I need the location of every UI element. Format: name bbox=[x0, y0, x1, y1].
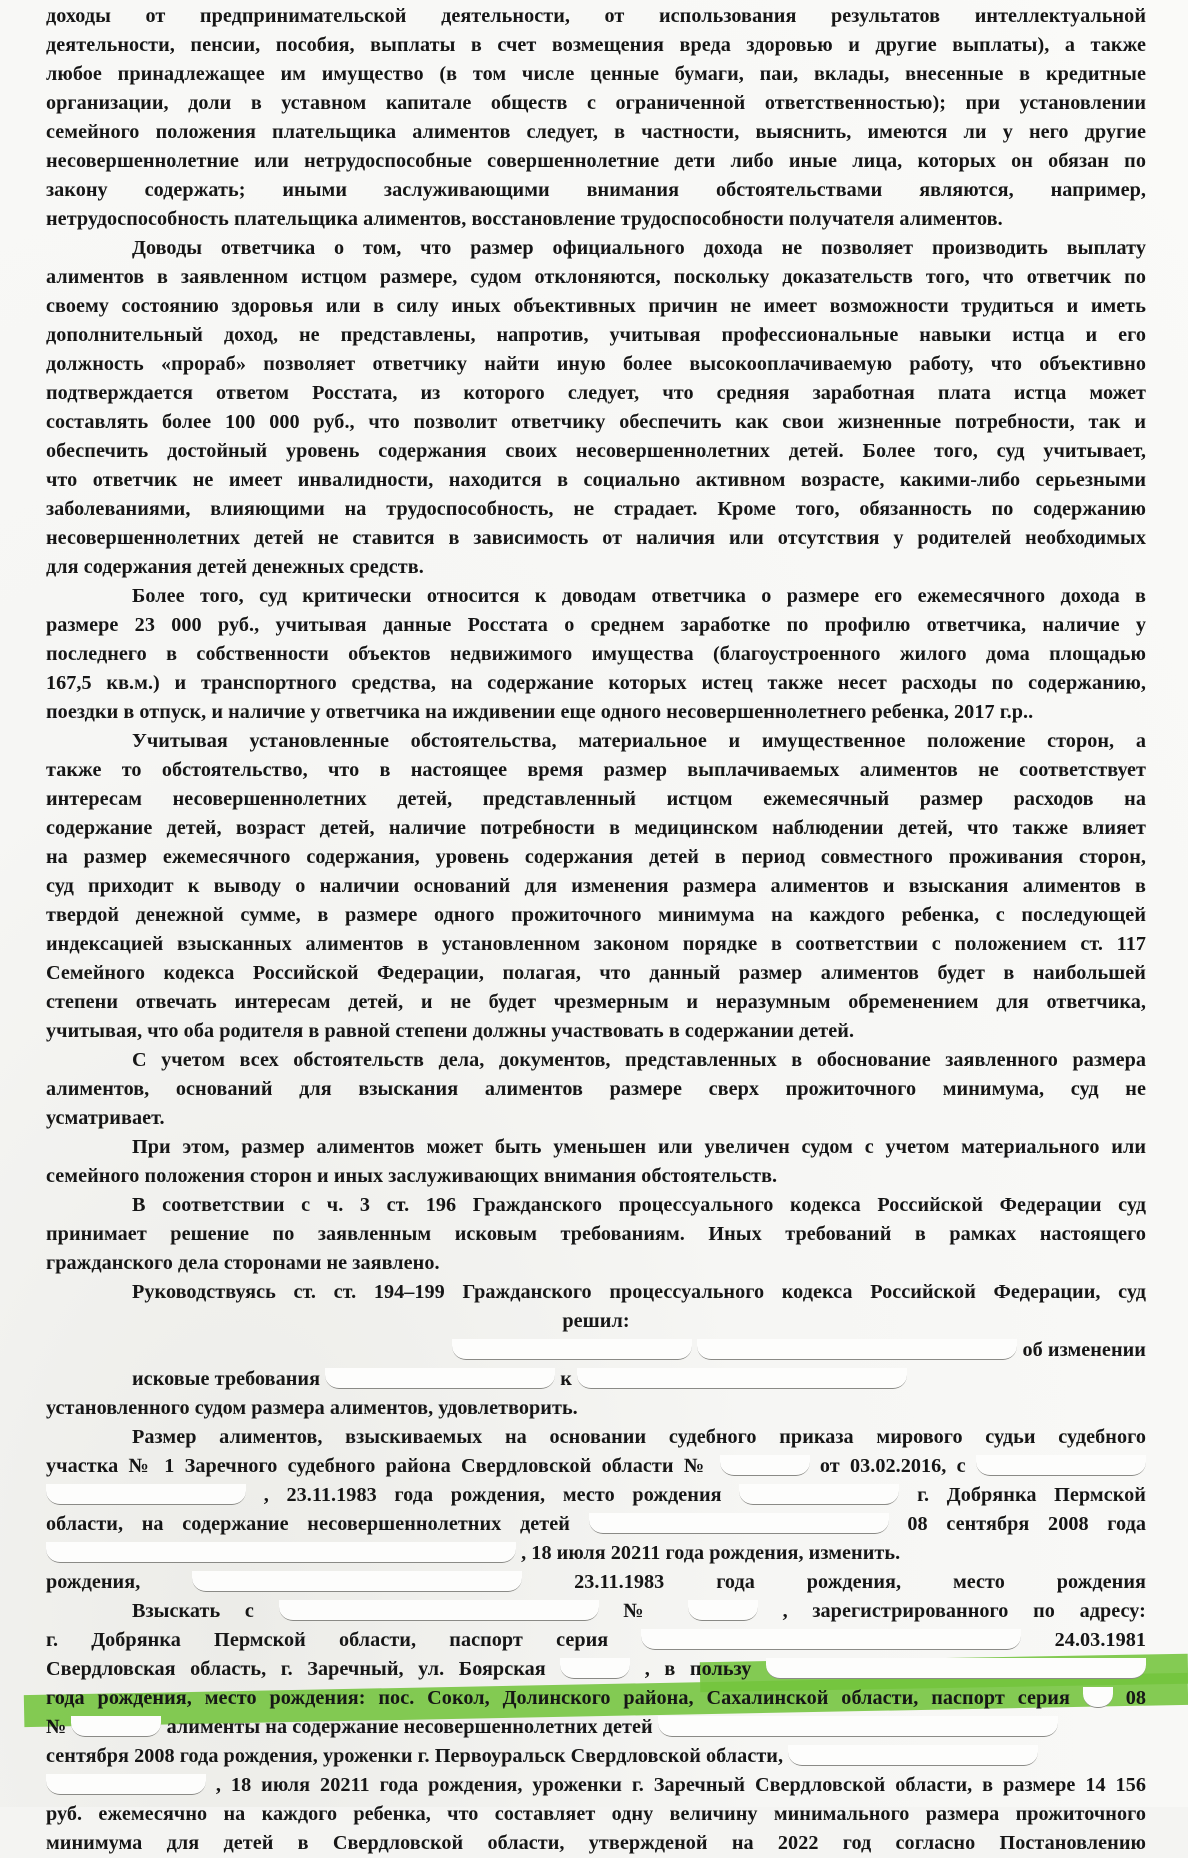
text-line: твердой денежной сумме, в размере одного прожиточного минимума на каждого ребенка, с последующей bbox=[46, 904, 1146, 926]
redaction bbox=[560, 1658, 630, 1679]
decision-text: об изменении bbox=[1022, 1339, 1146, 1361]
text-line: семейного положения сторон и иных заслуживающих внимания обстоятельств. bbox=[46, 1165, 778, 1187]
decision-text: 08 bbox=[1125, 1687, 1146, 1709]
paragraph-start: С учетом всех обстоятельств дела, документов, представленных в обоснование заявленного размера bbox=[132, 1049, 1146, 1071]
decision-line bbox=[46, 1742, 1146, 1771]
decision-text: Свердловская область, г. Заречный, ул. Боярская bbox=[46, 1658, 546, 1680]
decision-text: от 03.02.2016, с bbox=[819, 1455, 966, 1477]
decision-text: г. Добрянка Пермской области, паспорт серия bbox=[46, 1629, 609, 1651]
text-line: учитывая, что оба родителя в равной степени должны участвовать в содержании детей. bbox=[46, 1020, 855, 1042]
text-line: семейного положения плательщика алиментов следует, в частности, выяснить, имеются ли у него другие bbox=[46, 121, 1146, 143]
paragraph-start: Руководствуясь ст. ст. 194–199 Гражданского процессуального кодекса Российской Федерации, суд bbox=[132, 1281, 1146, 1303]
redaction bbox=[279, 1600, 599, 1621]
text-line: своему состоянию здоровья или в силу иных объективных причин не имеет возможности трудиться и иметь bbox=[46, 295, 1146, 317]
paragraph-start: При этом, размер алиментов может быть уменьшен или увеличен судом с учетом материального или bbox=[132, 1136, 1146, 1158]
decision-text: , в пользу bbox=[644, 1658, 752, 1680]
decision-line: Размер алиментов, взыскиваемых на основании судебного приказа мирового судьи судебного bbox=[132, 1426, 1146, 1448]
decision-text: года рождения, место рождения: пос. Сокол, Долинского района, Сахалинской области, паспорт серия bbox=[46, 1687, 1070, 1709]
decision-text: исковые требования bbox=[132, 1368, 321, 1390]
redaction bbox=[577, 1368, 907, 1389]
text-line: 167,5 кв.м.) и транспортного средства, на содержание которых истец также несет расходы по содержанию, bbox=[46, 672, 1146, 694]
text-line: что ответчик не имеет инвалидности, находится в социально активном возрасте, какими-либо серьезными bbox=[46, 469, 1146, 491]
decision-text: сентября 2008 года рождения, уроженки г. Первоуральск Свердловской области, bbox=[46, 1745, 784, 1767]
decision-text: , зарегистрированного по адресу: bbox=[782, 1600, 1146, 1622]
decision-line bbox=[46, 1510, 1146, 1539]
decision-text: к bbox=[560, 1368, 572, 1390]
decision-line bbox=[46, 1597, 1146, 1626]
decision-line: установленного судом размера алиментов, удовлетворить. bbox=[46, 1397, 578, 1419]
redaction bbox=[71, 1716, 161, 1737]
redaction bbox=[976, 1455, 1146, 1476]
redaction bbox=[1083, 1687, 1113, 1708]
decision-line: минимума для детей в Свердловской области, утвержденой на 2022 год согласно Постановлению bbox=[46, 1832, 1146, 1854]
text-line: гражданского дела сторонами не заявлено. bbox=[46, 1252, 440, 1274]
text-line: деятельности, пенсии, пособия, выплаты в счет возмещения вреда здоровью и другие выплаты), а также bbox=[46, 34, 1146, 56]
decision-line bbox=[46, 1655, 1146, 1684]
decision-text: 23.11.1983 года рождения, место рождения bbox=[574, 1571, 1146, 1593]
text-line: составлять более 100 000 руб., что позволит ответчику обеспечить как свои жизненные потребности, так и bbox=[46, 411, 1146, 433]
redaction bbox=[658, 1716, 1058, 1737]
text-line: алиментов, оснований для взыскания алиментов размере сверх прожиточного минимума, суд не bbox=[46, 1078, 1146, 1100]
text-line: размере 23 000 руб., учитывая данные Росстата о среднем заработке по профилю ответчика, наличие у bbox=[46, 614, 1146, 636]
redaction bbox=[589, 1513, 889, 1534]
decision-text: 08 сентября 2008 года bbox=[907, 1513, 1146, 1535]
text-line: закону содержать; иными заслуживающими внимания обстоятельствами являются, например, bbox=[46, 179, 1146, 201]
decision-line bbox=[46, 1626, 1146, 1655]
decision-text: рождения, bbox=[46, 1571, 141, 1593]
redaction bbox=[739, 1484, 899, 1505]
decision-line bbox=[46, 1539, 1146, 1568]
text-line: доходы от предпринимательской деятельности, от использования результатов интеллектуальной bbox=[46, 5, 1146, 27]
decision-heading: решил: bbox=[562, 1310, 630, 1332]
decision-text: г. Добрянка Пермской bbox=[917, 1484, 1146, 1506]
decision-text: области, на содержание несовершеннолетних детей bbox=[46, 1513, 570, 1535]
redaction bbox=[46, 1484, 246, 1505]
text-line: Семейного кодекса Российской Федерации, полагая, что данный размер алиментов будет в наибольшей bbox=[46, 962, 1146, 984]
text-line: заболеваниями, влияющими на трудоспособность, не страдает. Кроме того, обязанность по содержанию bbox=[46, 498, 1146, 520]
decision-line bbox=[46, 1568, 1146, 1597]
text-line: дополнительный доход, не представлены, напротив, учитывая профессиональные навыки истца и его bbox=[46, 324, 1146, 346]
text-line: степени отвечать интересам детей, и не будет чрезмерным и неразумным обременением для ответчика, bbox=[46, 991, 1146, 1013]
text-line: усматривает. bbox=[46, 1107, 165, 1129]
decision-text: № bbox=[46, 1716, 67, 1738]
redaction bbox=[688, 1600, 758, 1621]
redaction bbox=[641, 1629, 1021, 1650]
redaction bbox=[452, 1339, 692, 1360]
redaction bbox=[192, 1571, 522, 1592]
decision-text: , 18 июля 20211 года рождения, уроженки г. Заречный Свердловской области, в размере 14 156 bbox=[215, 1774, 1146, 1796]
decision-line bbox=[46, 1336, 1146, 1365]
text-line: подтверждается ответом Росстата, из которого следует, что средняя заработная плата истца может bbox=[46, 382, 1146, 404]
text-line: организации, доли в уставном капитале обществ с ограниченной ответственностью); при установлении bbox=[46, 92, 1146, 114]
decision-text: алименты на содержание несовершеннолетних детей bbox=[166, 1716, 653, 1738]
text-line: поездки в отпуск, и наличие у ответчика на иждивении еще одного несовершеннолетнего ребенка, 2017 г.р.. bbox=[46, 701, 1034, 723]
text-line: для содержания детей денежных средств. bbox=[46, 556, 424, 578]
decision-text: , 23.11.1983 года рождения, место рождения bbox=[263, 1484, 722, 1506]
text-line: содержание детей, возраст детей, наличие потребности в медицинском наблюдении детей, что также влияет bbox=[46, 817, 1146, 839]
redaction bbox=[720, 1455, 810, 1476]
text-line: алиментов в заявленном истцом размере, судом отклоняются, поскольку доказательств того, что ответчик по bbox=[46, 266, 1146, 288]
decision-line bbox=[46, 1452, 1146, 1481]
text-line: суд приходит к выводу о наличии оснований для изменения размера алиментов и взыскания алиментов в bbox=[46, 875, 1146, 897]
text-line: на размер ежемесячного содержания, уровень содержания детей в период совместного проживания сторон, bbox=[46, 846, 1146, 868]
text-line: нетрудоспособность плательщика алиментов, восстановление трудоспособности получателя алиментов. bbox=[46, 208, 1003, 230]
text-line: несовершеннолетних детей не ставится в зависимость от наличия или отсутствия у родителей необходимых bbox=[46, 527, 1146, 549]
paragraph-start: Учитывая установленные обстоятельства, материальное и имущественное положение сторон, а bbox=[132, 730, 1146, 752]
decision-text: Взыскать с bbox=[132, 1600, 254, 1622]
text-line: интересам несовершеннолетних детей, представленный истцом ежемесячный размер расходов на bbox=[46, 788, 1146, 810]
paragraph-start: Доводы ответчика о том, что размер официального дохода не позволяет производить выплату bbox=[132, 237, 1146, 259]
text-line: последнего в собственности объектов недвижимого имущества (благоустроенного жилого дома площадью bbox=[46, 643, 1146, 665]
redaction bbox=[46, 1774, 206, 1795]
text-line: индексацией взысканных алиментов в установленном законом порядке в соответствии с положением ст. 117 bbox=[46, 933, 1146, 955]
text-line: обеспечить достойный уровень содержания своих несовершеннолетних детей. Более того, суд учитывает, bbox=[46, 440, 1146, 462]
decision-line bbox=[46, 1365, 1146, 1394]
redaction bbox=[697, 1339, 1017, 1360]
redaction bbox=[766, 1658, 1146, 1679]
text-line: также то обстоятельство, что в настоящее время размер выплачиваемых алиментов не соответствует bbox=[46, 759, 1146, 781]
paragraph-start: В соответствии с ч. 3 ст. 196 Гражданского процессуального кодекса Российской Федерации суд bbox=[132, 1194, 1146, 1216]
decision-line bbox=[46, 1713, 1146, 1742]
decision-text: участка № 1 Заречного судебного района Свердловской области № bbox=[46, 1455, 710, 1477]
text-line: любое принадлежащее им имущество (в том числе ценные бумаги, паи, вклады, внесенные в кредитные bbox=[46, 63, 1146, 85]
text-line: несовершеннолетние или нетрудоспособные совершеннолетние дети либо иные лица, которых он обязан по bbox=[46, 150, 1146, 172]
highlighted-line: руб. ежемесячно на каждого ребенка, что составляет одну величину минимального размера прожиточного bbox=[46, 1803, 1146, 1825]
paragraph-start: Более того, суд критически относится к доводам ответчика о размере его ежемесячного дохода в bbox=[132, 585, 1146, 607]
decision-line bbox=[46, 1481, 1146, 1510]
decision-line bbox=[46, 1684, 1146, 1713]
decision-text: , 18 июля 20211 года рождения, изменить. bbox=[521, 1542, 901, 1564]
redaction bbox=[325, 1368, 555, 1389]
text-line: принимает решение по заявленным исковым требованиям. Иных требований в рамках настоящего bbox=[46, 1223, 1146, 1245]
redaction bbox=[788, 1745, 1038, 1766]
decision-text: 24.03.1981 bbox=[1054, 1629, 1146, 1651]
decision-text: № bbox=[623, 1600, 664, 1622]
text-line: должность «прораб» позволяет ответчику найти иную более высокооплачиваемую работу, что объективно bbox=[46, 353, 1146, 375]
redaction bbox=[46, 1542, 516, 1563]
document-body bbox=[46, 2, 1146, 1858]
decision-line bbox=[46, 1771, 1146, 1800]
